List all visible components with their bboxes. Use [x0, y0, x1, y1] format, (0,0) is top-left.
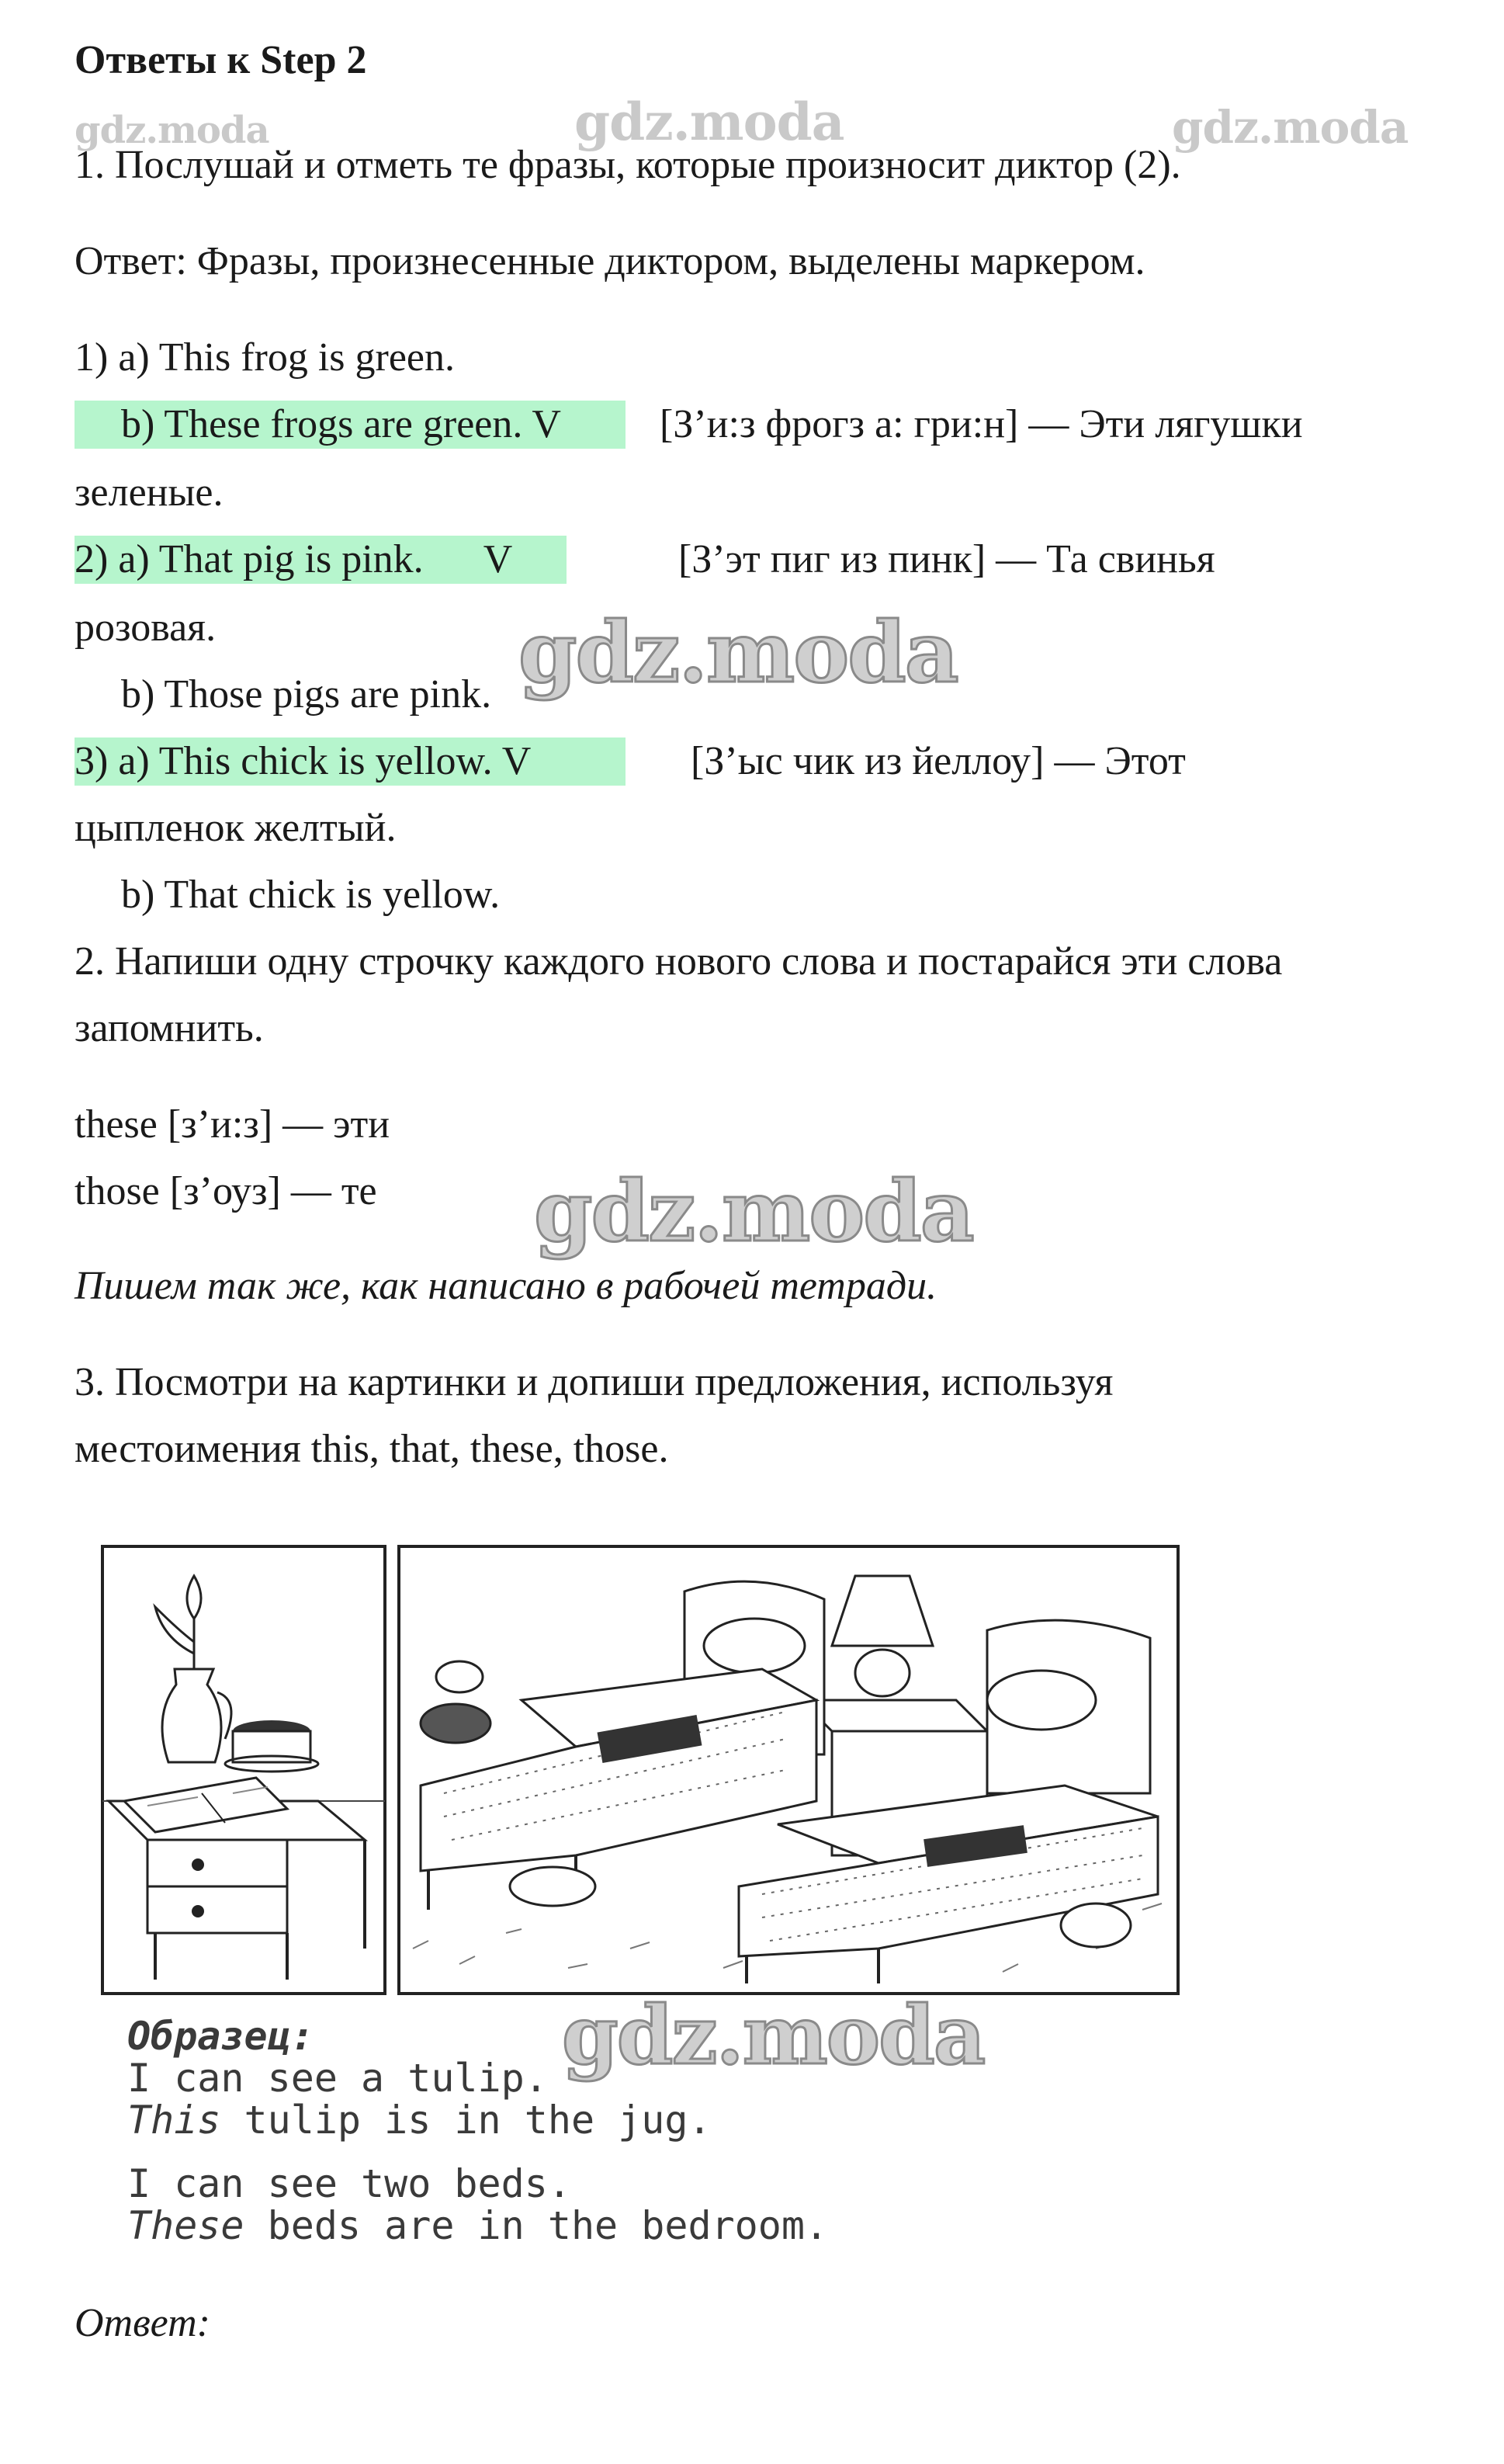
- item-3a-transcription: [З’ыс чик из йеллоу] — Этот: [691, 739, 1186, 783]
- watermark: gdz.moda: [562, 1987, 985, 2083]
- watermark: gdz.moda: [574, 92, 844, 152]
- example-1-line-2: [127, 2098, 712, 2143]
- task1-heading: 1. Послушай и отметь те фразы, которые произносит диктор (2).: [75, 143, 1181, 187]
- task2-heading: 2. Напиши одну строчку каждого нового слова и постарайся эти слова: [75, 939, 1283, 984]
- example-label: Образец:: [127, 2014, 314, 2059]
- example-2-line-2: [127, 2203, 828, 2248]
- item-3a-translation-cont: цыпленок желтый.: [75, 806, 397, 850]
- example-2-pronoun: These: [127, 2203, 244, 2248]
- item-3a-highlighted: 3) a) This chick is yellow. V: [75, 737, 626, 786]
- item-2b: b) Those pigs are pink.: [121, 672, 492, 717]
- example-1-rest: tulip is in the jug.: [220, 2098, 712, 2143]
- watermark: gdz.moda: [1172, 101, 1409, 154]
- watermark: gdz.moda: [534, 1163, 973, 1261]
- task3-heading-cont: местоимения this, that, these, those.: [75, 1427, 669, 1471]
- item-2a-transcription: [З’эт пиг из пинк] — Та свинья: [678, 537, 1215, 581]
- item-1b-highlighted: b) These frogs are green. V: [75, 401, 626, 449]
- watermark: gdz.moda: [518, 604, 958, 702]
- task3-heading: 3. Посмотри на картинки и допиши предложения, используя: [75, 1360, 1114, 1404]
- item-1b-transcription: [З’и:з фрогз а: гри:н] — Эти лягушки: [660, 402, 1303, 446]
- answer-label: Ответ:: [75, 2301, 210, 2345]
- illustration-bedroom: [397, 1545, 1180, 1995]
- item-1a: 1) a) This frog is green.: [75, 335, 456, 380]
- task2-note: Пишем так же, как написано в рабочей тетради.: [75, 1264, 937, 1308]
- vocab-these: these [з’и:з] — эти: [75, 1102, 390, 1147]
- task1-answer-note: Ответ: Фразы, произнесенные диктором, выделены маркером.: [75, 239, 1145, 283]
- page-title: Ответы к Step 2: [75, 38, 367, 82]
- example-2-rest: beds are in the bedroom.: [244, 2203, 829, 2248]
- watermark: gdz.moda: [75, 109, 269, 152]
- example-1-pronoun: This: [127, 2098, 221, 2143]
- task2-heading-cont: запомнить.: [75, 1006, 264, 1050]
- example-2-line-1: I can see two beds.: [127, 2161, 571, 2206]
- item-2a-translation-cont: розовая.: [75, 606, 217, 650]
- item-1b-translation-cont: зеленые.: [75, 470, 224, 515]
- item-3b: b) That chick is yellow.: [121, 873, 501, 917]
- vocab-those: those [з’оуз] — те: [75, 1169, 377, 1213]
- example-1-line-1: I can see a tulip.: [127, 2056, 548, 2101]
- item-2a-highlighted: 2) a) That pig is pink. V: [75, 536, 567, 584]
- illustration-tulip-table: [101, 1545, 386, 1995]
